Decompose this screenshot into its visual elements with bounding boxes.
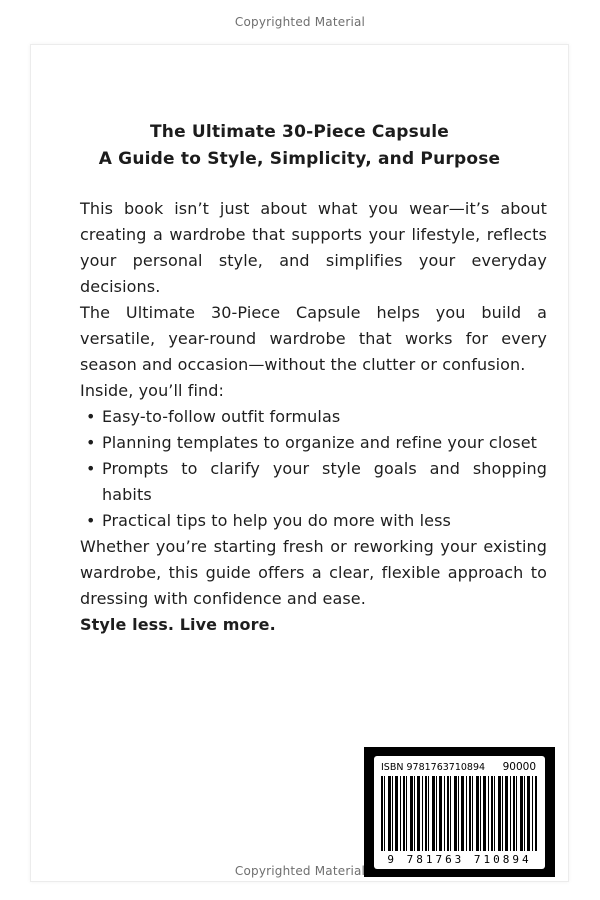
barcode-header bbox=[381, 761, 538, 773]
paragraph-2: The Ultimate 30-Piece Capsule helps you build a versatile, year-round wardrobe that works for every season and occasion—without the clutter or confusion. bbox=[80, 303, 547, 374]
price-code: 90000 bbox=[502, 761, 536, 773]
cover-body bbox=[80, 196, 547, 638]
barcode-digits: 9 781763 710894 bbox=[387, 853, 532, 866]
book-title: The Ultimate 30-Piece Capsule bbox=[149, 122, 450, 142]
book-subtitle: A Guide to Style, Simplicity, and Purpose bbox=[98, 149, 501, 169]
paragraph-intro-list: Inside, you’ll find: bbox=[80, 381, 225, 400]
tagline: Style less. Live more. bbox=[80, 615, 276, 634]
closing-paragraph: Whether you’re starting fresh or reworking your existing wardrobe, this guide offers a clear, flexible approach to dressing with confidence and ease. bbox=[80, 537, 547, 608]
barcode-block bbox=[364, 747, 555, 877]
list-item: • Prompts to clarify your style goals and shopping habits bbox=[80, 456, 547, 508]
barcode-bars bbox=[381, 776, 538, 851]
list-item: • Planning templates to organize and refine your closet bbox=[80, 430, 547, 456]
title-block bbox=[31, 119, 568, 173]
feature-list bbox=[80, 404, 547, 534]
list-item: • Practical tips to help you do more with less bbox=[80, 508, 547, 534]
barcode-label bbox=[374, 756, 545, 869]
book-back-cover bbox=[30, 44, 569, 882]
copyright-notice-top: Copyrighted Material bbox=[234, 15, 366, 29]
list-item: • Easy-to-follow outfit formulas bbox=[80, 404, 547, 430]
copyright-notice-bottom: Copyrighted Material bbox=[234, 864, 366, 878]
paragraph-1: This book isn’t just about what you wear—it’s about creating a wardrobe that supports your lifestyle, reflects your personal style, and simplifies your everyday decisions. bbox=[80, 199, 547, 296]
isbn-text: ISBN 9781763710894 bbox=[381, 762, 486, 773]
